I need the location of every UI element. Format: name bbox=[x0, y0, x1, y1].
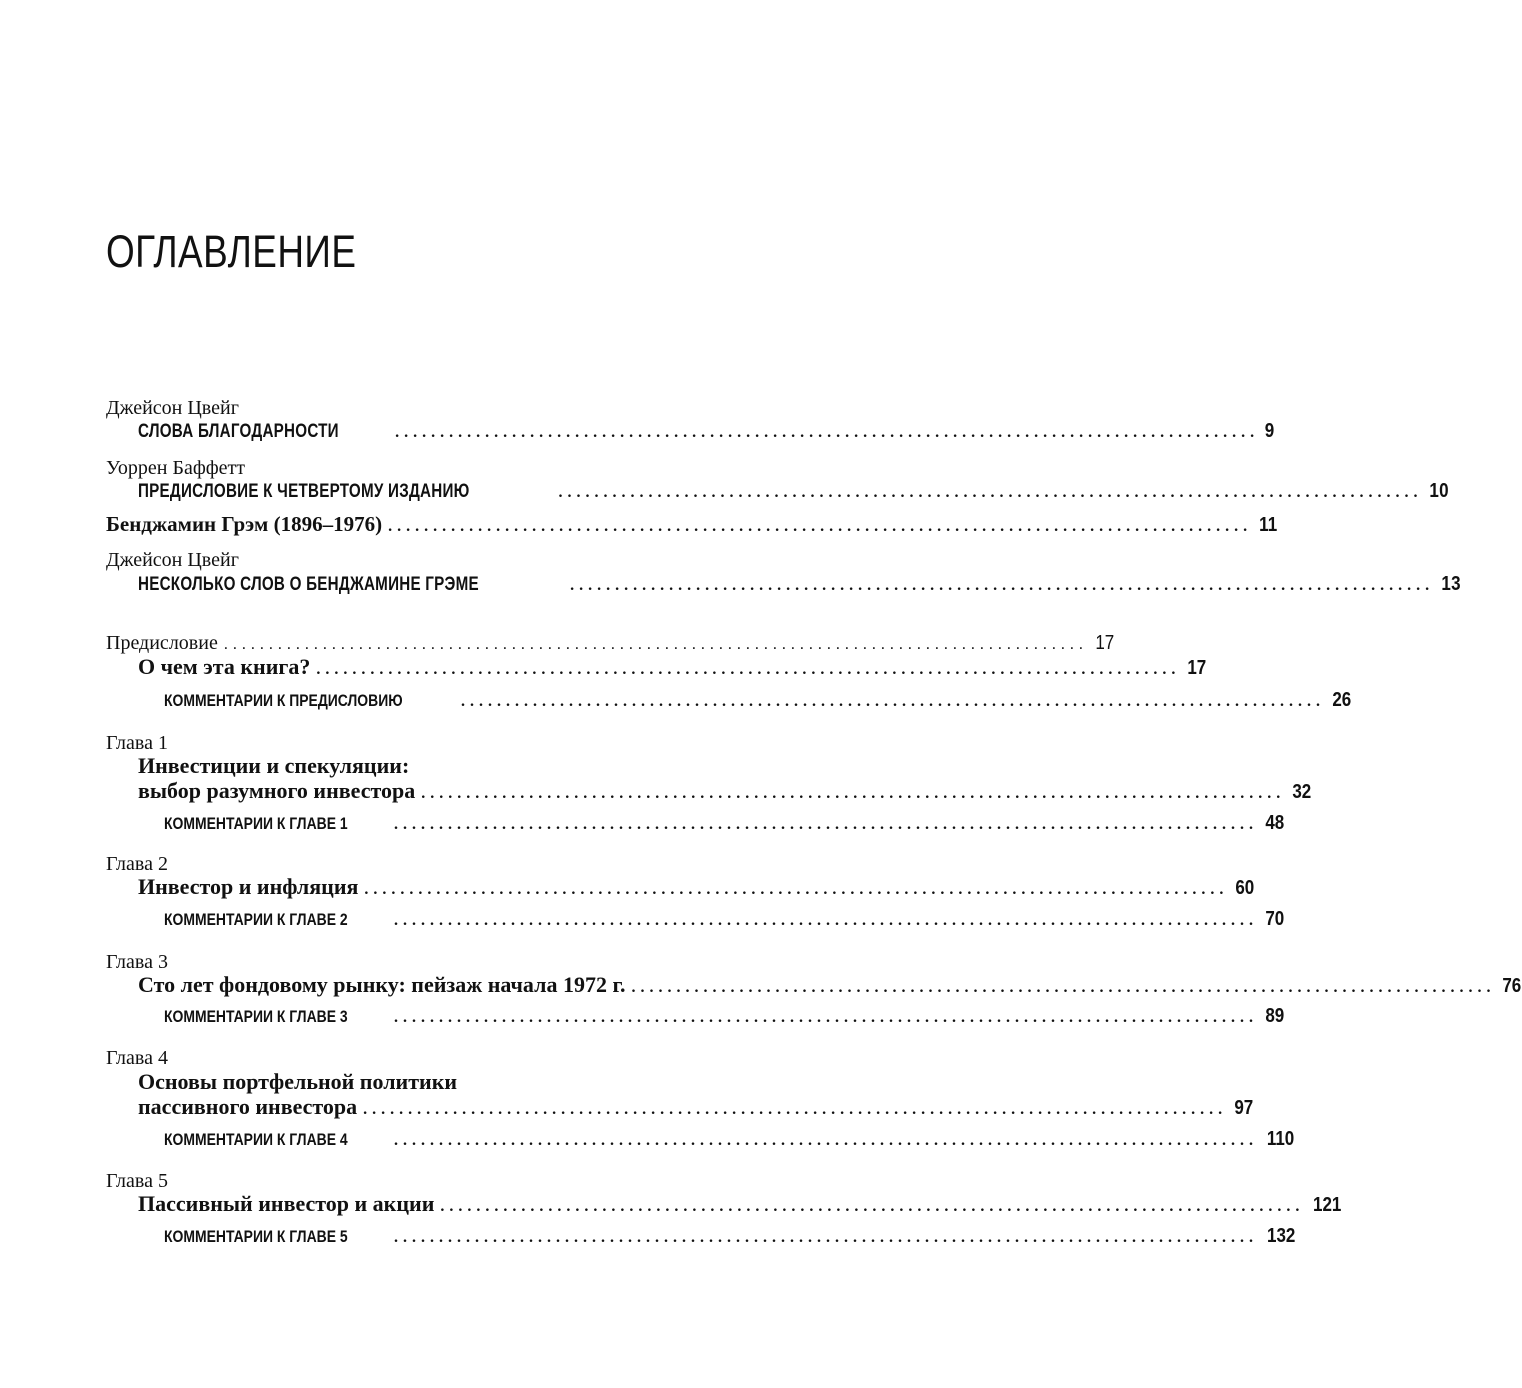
entry-title: Предисловие bbox=[106, 632, 218, 654]
dot-leader: ................................................................................................ bbox=[460, 693, 1325, 710]
page-number: 76 bbox=[1502, 975, 1522, 997]
toc-entry[interactable] bbox=[138, 478, 1450, 506]
page-number: 17 bbox=[1187, 657, 1207, 679]
entry-title: НЕСКОЛЬКО СЛОВ О БЕНДЖАМИНЕ ГРЭМЕ bbox=[138, 574, 479, 595]
entry-title: КОММЕНТАРИИ К ПРЕДИСЛОВИЮ bbox=[164, 691, 403, 710]
entry-title: КОММЕНТАРИИ К ГЛАВЕ 4 bbox=[164, 1130, 348, 1149]
page-number: 97 bbox=[1234, 1097, 1254, 1119]
toc-entry[interactable] bbox=[138, 778, 1312, 807]
entry-title: КОММЕНТАРИИ К ГЛАВЕ 1 bbox=[164, 814, 348, 833]
entry-title: КОММЕНТАРИИ К ГЛАВЕ 2 bbox=[164, 910, 348, 929]
entry-title: СЛОВА БЛАГОДАРНОСТИ bbox=[138, 421, 339, 442]
entry-title: Пассивный инвестор и акции bbox=[138, 1191, 435, 1216]
dot-leader: ................................................................................................ bbox=[393, 816, 1258, 833]
page-number: 48 bbox=[1265, 812, 1285, 834]
entry-title: пассивного инвестора bbox=[138, 1094, 358, 1119]
toc-entry[interactable] bbox=[138, 418, 1275, 446]
entry-author: Уоррен Баффетт bbox=[106, 457, 246, 479]
toc-entry-comment[interactable] bbox=[164, 1223, 1296, 1251]
page-number: 10 bbox=[1429, 480, 1450, 502]
toc-entry[interactable] bbox=[138, 1191, 1342, 1220]
toc-entry-comment[interactable] bbox=[164, 687, 1352, 715]
dot-leader: ................................................................................................ bbox=[316, 661, 1181, 678]
entry-title: КОММЕНТАРИИ К ГЛАВЕ 5 bbox=[164, 1227, 348, 1246]
chapter-label: Глава 2 bbox=[106, 853, 168, 875]
dot-leader: ................................................................................................ bbox=[421, 785, 1286, 802]
dot-leader: ................................................................................................ bbox=[395, 424, 1260, 441]
dot-leader: ................................................................................................ bbox=[364, 881, 1229, 898]
dot-leader: ................................................................................................ bbox=[440, 1198, 1305, 1215]
page-number: 89 bbox=[1265, 1005, 1285, 1027]
toc-entry[interactable] bbox=[138, 654, 1207, 683]
page-number: 9 bbox=[1264, 420, 1275, 442]
dot-leader: ................................................................................................ bbox=[393, 1009, 1258, 1026]
toc-entry[interactable] bbox=[138, 972, 1522, 1001]
page-number: 13 bbox=[1441, 573, 1461, 595]
entry-author: Джейсон Цвейг bbox=[106, 549, 239, 571]
toc-entry-comment[interactable] bbox=[164, 810, 1285, 838]
toc-entry-comment[interactable] bbox=[164, 906, 1285, 934]
page-number: 32 bbox=[1292, 781, 1312, 803]
chapter-label: Глава 1 bbox=[106, 732, 168, 754]
entry-title: Инвестор и инфляция bbox=[138, 874, 359, 899]
dot-leader: ................................................................................................ bbox=[393, 1132, 1258, 1149]
page-number: 11 bbox=[1259, 514, 1278, 536]
entry-title: КОММЕНТАРИИ К ГЛАВЕ 3 bbox=[164, 1007, 348, 1026]
toc-entry[interactable] bbox=[138, 1094, 1254, 1123]
toc-entry-comment[interactable] bbox=[164, 1003, 1285, 1031]
entry-title: выбор разумного инвестора bbox=[138, 778, 416, 803]
chapter-label: Глава 4 bbox=[106, 1047, 168, 1069]
toc-entry[interactable] bbox=[138, 874, 1255, 903]
dot-leader: ................................................................................................ bbox=[570, 577, 1435, 594]
page-title: ОГЛАВЛЕНИЕ bbox=[106, 226, 357, 277]
entry-title: О чем эта книга? bbox=[138, 654, 311, 679]
toc-entry[interactable] bbox=[138, 571, 1461, 599]
entry-title: Сто лет фондовому рынку: пейзаж начала 1972 г. bbox=[138, 972, 626, 997]
page-number: 17 bbox=[1095, 632, 1115, 654]
page-number: 26 bbox=[1332, 689, 1352, 711]
chapter-label: Глава 3 bbox=[106, 951, 168, 973]
chapter-label: Глава 5 bbox=[106, 1170, 168, 1192]
entry-author: Джейсон Цвейг bbox=[106, 397, 239, 419]
dot-leader: ................................................................................................ bbox=[558, 484, 1423, 501]
entry-title: Бенджамин Грэм (1896–1976) bbox=[106, 512, 383, 536]
dot-leader: ................................................................................................ bbox=[393, 1229, 1258, 1246]
page-number: 70 bbox=[1265, 908, 1285, 930]
entry-title: ПРЕДИСЛОВИЕ К ЧЕТВЕРТОМУ ИЗДАНИЮ bbox=[138, 481, 470, 502]
toc-entry[interactable] bbox=[106, 511, 1278, 540]
dot-leader: ................................................................................................ bbox=[388, 518, 1253, 535]
chapter-title-line[interactable]: Инвестиции и спекуляции: bbox=[138, 753, 410, 778]
page-number: 132 bbox=[1266, 1225, 1296, 1247]
dot-leader: ................................................................................................ bbox=[223, 636, 1088, 653]
page-number: 121 bbox=[1313, 1194, 1342, 1216]
chapter-title-line[interactable]: Основы портфельной политики bbox=[138, 1069, 458, 1094]
dot-leader: ................................................................................................ bbox=[363, 1101, 1228, 1118]
dot-leader: ................................................................................................ bbox=[631, 979, 1496, 996]
dot-leader: ................................................................................................ bbox=[393, 912, 1258, 929]
page-number: 110 bbox=[1266, 1128, 1295, 1150]
toc-entry-comment[interactable] bbox=[164, 1126, 1295, 1154]
page-number: 60 bbox=[1235, 877, 1255, 899]
